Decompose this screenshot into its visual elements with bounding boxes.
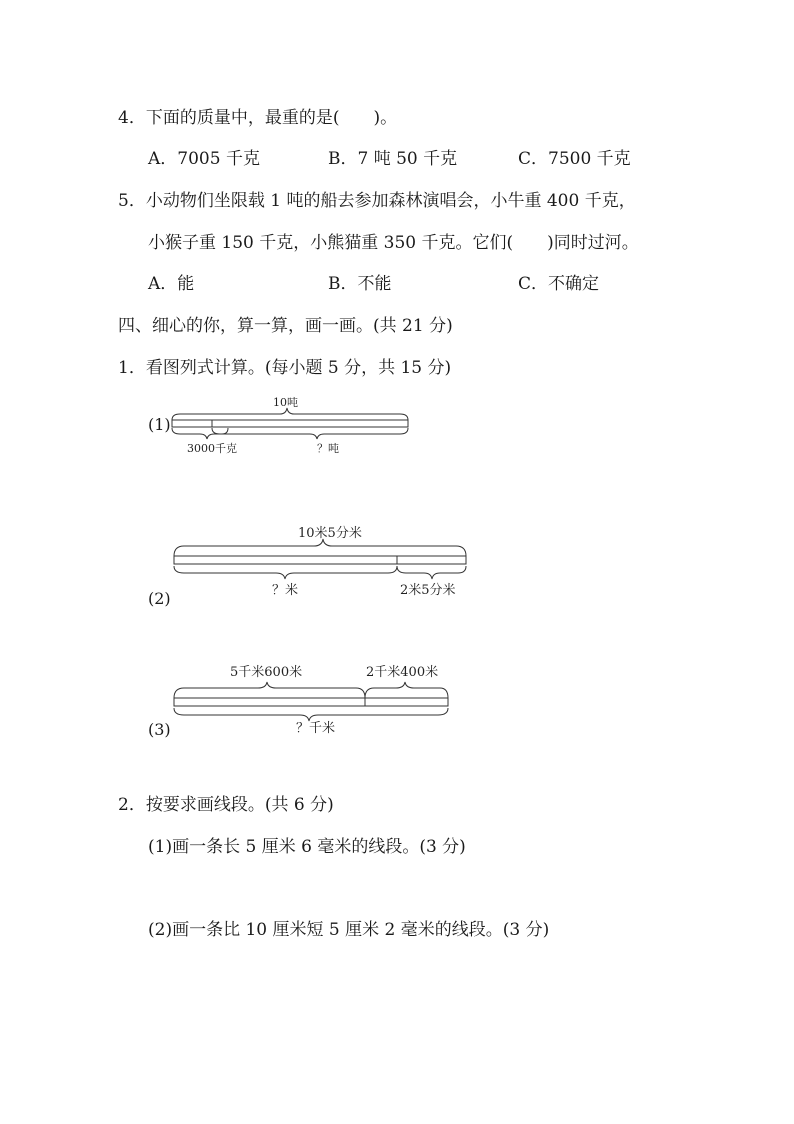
q5-stem-line1: 5．小动物们坐限载 1 吨的船去参加森林演唱会，小牛重 400 千克，: [118, 191, 636, 211]
diagram2-right-label: 2米5分米: [400, 583, 456, 598]
q4-stem: 4．下面的质量中，最重的是( )。: [118, 108, 398, 128]
diagram3-left-top-label: 5千米600米: [230, 665, 303, 680]
diagram3-number: (3): [148, 720, 171, 739]
diagram1: [160, 388, 430, 470]
q4-option-a: A．7005 千克: [148, 149, 260, 169]
q5-option-b: B．不能: [328, 274, 392, 294]
diagram2-left-label: ？米: [272, 583, 299, 598]
q5-option-c: C．不确定: [518, 274, 600, 294]
diagram1-top-brace: [172, 408, 408, 420]
diagram3-bottom-label: ？千米: [296, 721, 336, 736]
diagram2: [168, 518, 473, 602]
part1-title: 1．看图列式计算。(每小题 5 分，共 15 分): [118, 358, 452, 378]
diagram3-right-top-label: 2千米400米: [366, 665, 439, 680]
diagram1-number: (1): [148, 415, 171, 434]
section-title: 四、细心的你，算一算，画一画。(共 21 分): [118, 316, 453, 336]
q4-option-c: C．7500 千克: [518, 149, 631, 169]
diagram1-top-label: 10吨: [273, 396, 298, 409]
diagram3: [168, 660, 458, 740]
part2-item-2: (2)画一条比 10 厘米短 5 厘米 2 毫米的线段。(3 分): [148, 920, 550, 940]
diagram2-number: (2): [148, 589, 171, 608]
diagram1-left-label: 3000千克: [187, 442, 237, 455]
diagram2-right-brace: [397, 566, 466, 579]
diagram1-right-brace: [212, 428, 408, 439]
q5-option-a: A．能: [148, 274, 195, 294]
diagram3-segment-bar: [174, 698, 448, 706]
diagram1-right-label: ？吨: [317, 442, 339, 455]
part2-item-1: (1)画一条长 5 厘米 6 毫米的线段。(3 分): [148, 837, 466, 857]
q4-option-b: B．7 吨 50 千克: [328, 149, 458, 169]
diagram1-segment-bar: [172, 420, 408, 427]
diagram3-bottom-brace: [174, 708, 448, 721]
diagram2-segment-bar: [174, 556, 466, 564]
diagram3-left-top-brace: [174, 682, 365, 698]
diagram3-right-top-brace: [365, 682, 448, 698]
diagram2-left-brace: [174, 566, 397, 579]
diagram2-top-label: 10米5分米: [298, 526, 362, 541]
diagram2-top-brace: [174, 539, 466, 556]
q5-stem-line2: 小猴子重 150 千克，小熊猫重 350 千克。它们( )同时过河。: [148, 233, 639, 253]
part2-title: 2．按要求画线段。(共 6 分): [118, 795, 334, 815]
